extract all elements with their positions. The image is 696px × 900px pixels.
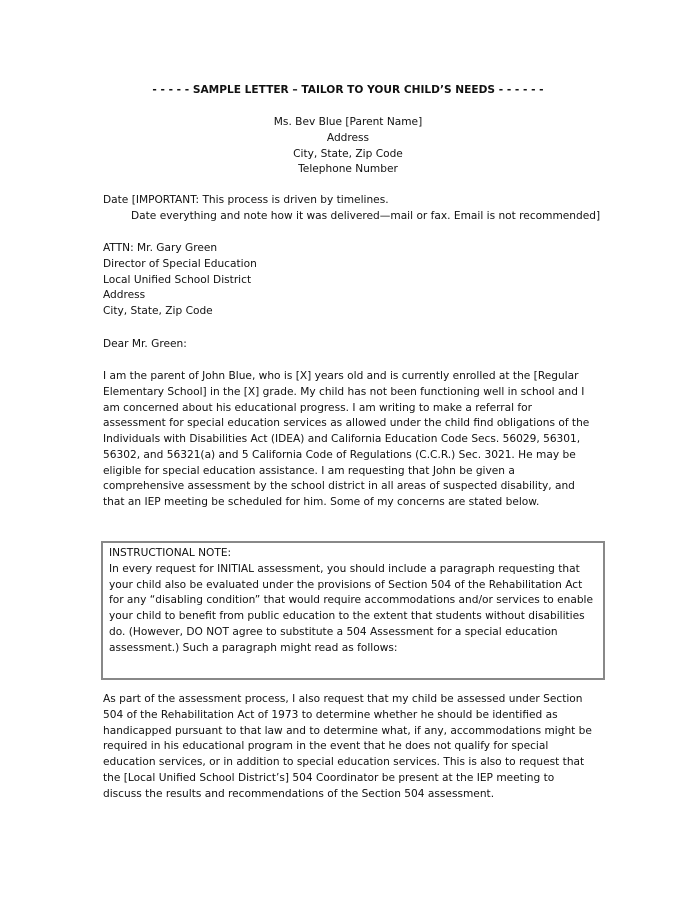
sender-line: City, State, Zip Code (293, 147, 403, 160)
body-line: eligible for special education assistance. I am requesting that John be given a (103, 464, 515, 477)
section-504-line: the [Local Unified School District’s] 504 Coordinator be present at the IEP meeting to (103, 771, 555, 784)
section-504-line: 504 of the Rehabilitation Act of 1973 to determine whether he should be identified as (103, 708, 558, 721)
salutation (103, 337, 187, 353)
section-504-line: education services, or in addition to special education services. This is also to request that (103, 756, 585, 768)
sender-line: Address (326, 131, 370, 144)
note-line: your child to benefit from public education to the extent that students without disabilities (109, 610, 585, 622)
date-line: Date [IMPORTANT: This process is driven by timelines. (103, 194, 389, 206)
instructional-note-box (101, 541, 605, 680)
recipient-line: Director of Special Education (103, 257, 257, 270)
note-line: your child also be evaluated under the provisions of Section 504 of the Rehabilitation Act (109, 578, 583, 591)
recipient-line: ATTN: Mr. Gary Green (103, 242, 218, 254)
letter-title: - - - - - SAMPLE LETTER – TAILOR TO YOUR CHILD’S NEEDS - - - - - - (152, 84, 544, 96)
body-line: Elementary School] in the [X] grade. My child has not been functioning well in school and I (103, 385, 585, 398)
sender-line: Ms. Bev Blue [Parent Name] (273, 116, 423, 128)
recipient-line: City, State, Zip Code (103, 305, 213, 317)
body-line: am concerned about his educational progress. I am writing to make a referral for (103, 401, 532, 414)
note-line: assessment.) Such a paragraph might read as follows: (109, 641, 398, 654)
sender-block (0, 115, 696, 178)
recipient-line: Local Unified School District (103, 273, 252, 286)
body-paragraph (103, 369, 589, 511)
recipient-line: Address (103, 289, 146, 302)
section-504-line: As part of the assessment process, I also request that my child be assessed under Section (103, 693, 583, 705)
date-line: Date everything and note how it was delivered—mail or fax. Email is not recommended] (131, 209, 601, 222)
recipient-block (103, 241, 257, 320)
section-504-line: required in his educational program in the event that he does not qualify for special (103, 740, 549, 753)
note-line: In every request for INITIAL assessment, you should include a paragraph requesting that (109, 562, 580, 575)
body-line: comprehensive assessment by the school district in all areas of suspected disability, and (103, 480, 575, 493)
body-line: Individuals with Disabilities Act (IDEA) and California Education Code Secs. 56029, 56301, (103, 433, 581, 445)
body-line: that an IEP meeting be scheduled for him. Some of my concerns are stated below. (103, 496, 540, 508)
date-block (103, 193, 600, 225)
body-line: 56302, and 56321(a) and 5 California Code of Regulations (C.C.R.) Sec. 3021. He may be (103, 448, 576, 461)
note-line: do. (However, DO NOT agree to substitute a 504 Assessment for a special education (109, 625, 558, 638)
section-504-paragraph (103, 692, 592, 802)
body-line: assessment for special education services as allowed under the child find obligations of the (103, 417, 590, 430)
section-504-line: handicapped pursuant to that law and to determine what, if any, accommodations might be (103, 724, 592, 737)
body-line: I am the parent of John Blue, who is [X] years old and is currently enrolled at the [Regular (103, 370, 579, 382)
note-line: for any “disabling condition” that would require accommodations and/or services to enable (109, 594, 594, 607)
note-heading: INSTRUCTIONAL NOTE: (109, 547, 232, 559)
sender-line: Telephone Number (298, 163, 398, 176)
section-504-line: discuss the results and recommendations of the Section 504 assessment. (103, 787, 495, 800)
salutation-text: Dear Mr. Green: (103, 338, 187, 350)
